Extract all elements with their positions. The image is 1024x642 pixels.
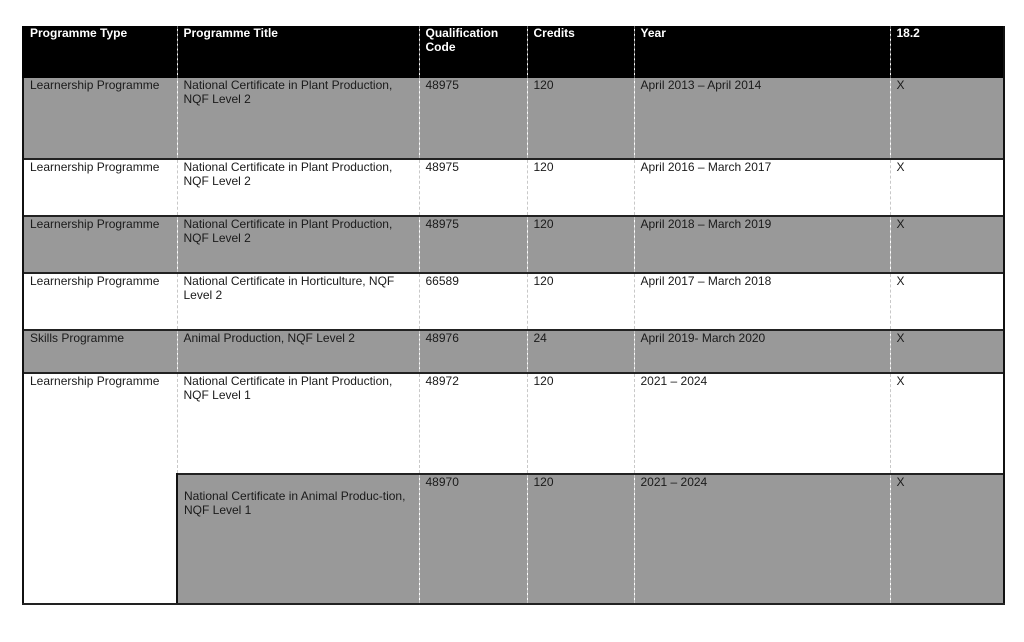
programme-title-cell: National Certificate in Plant Production, NQF Level 2 [177,159,419,216]
table-row [23,216,1004,273]
qualification-code-cell: 48970 [419,474,527,604]
credits-cell: 120 [527,78,634,159]
programme-title-cell: Animal Production, NQF Level 2 [177,330,419,373]
credits-cell: 120 [527,474,634,604]
programme-title-cell: National Certificate in Plant Production, NQF Level 2 [177,216,419,273]
programme-type-cell: Learnership Programme [23,216,177,273]
mark-cell: X [890,78,1004,159]
mark-cell: X [890,216,1004,273]
table-row [23,330,1004,373]
year-cell: 2021 – 2024 [634,373,890,474]
mark-cell: X [890,373,1004,474]
year-cell: 2021 – 2024 [634,474,890,604]
mark-cell: X [890,273,1004,330]
programme-type-cell: Learnership Programme [23,159,177,216]
header-row [23,26,1004,78]
mark-cell: X [890,159,1004,216]
year-cell: April 2018 – March 2019 [634,216,890,273]
qualification-code-cell: 66589 [419,273,527,330]
credits-cell: 120 [527,159,634,216]
table-row [23,159,1004,216]
programme-table [22,26,1005,605]
qualification-code-cell: 48975 [419,216,527,273]
qualification-code-cell: 48976 [419,330,527,373]
credits-cell: 120 [527,373,634,474]
year-cell: April 2013 – April 2014 [634,78,890,159]
table-row [23,78,1004,159]
credits-cell: 120 [527,216,634,273]
header-programme-title: Programme Title [177,26,419,78]
qualification-code-cell: 48975 [419,159,527,216]
year-cell: April 2016 – March 2017 [634,159,890,216]
programme-type-cell: Learnership Programme [23,78,177,159]
programme-type-cell: Learnership Programme [23,273,177,330]
qualification-code-cell: 48975 [419,78,527,159]
table-row [23,373,1004,474]
programme-title-cell: National Certificate in Plant Production, NQF Level 2 [177,78,419,159]
credits-cell: 24 [527,330,634,373]
credits-cell: 120 [527,273,634,330]
programme-title-cell: National Certificate in Plant Production, NQF Level 1 [177,373,419,474]
mark-cell: X [890,474,1004,604]
header-programme-type: Programme Type [23,26,177,78]
table-row [23,273,1004,330]
year-cell: April 2017 – March 2018 [634,273,890,330]
qualification-code-cell: 48972 [419,373,527,474]
programme-title-cell: National Certificate in Horticulture, NQF Level 2 [177,273,419,330]
header-credits: Credits [527,26,634,78]
year-cell: April 2019- March 2020 [634,330,890,373]
header-year: Year [634,26,890,78]
mark-cell: X [890,330,1004,373]
programme-type-cell: Learnership Programme [23,373,177,604]
programme-title-text: National Certificate in Animal Produc-tion, NQF Level 1 [184,489,406,517]
header-qualification-code: Qualification Code [419,26,527,78]
programme-title-cell [177,474,419,604]
programme-type-cell: Skills Programme [23,330,177,373]
header-18-2: 18.2 [890,26,1004,78]
